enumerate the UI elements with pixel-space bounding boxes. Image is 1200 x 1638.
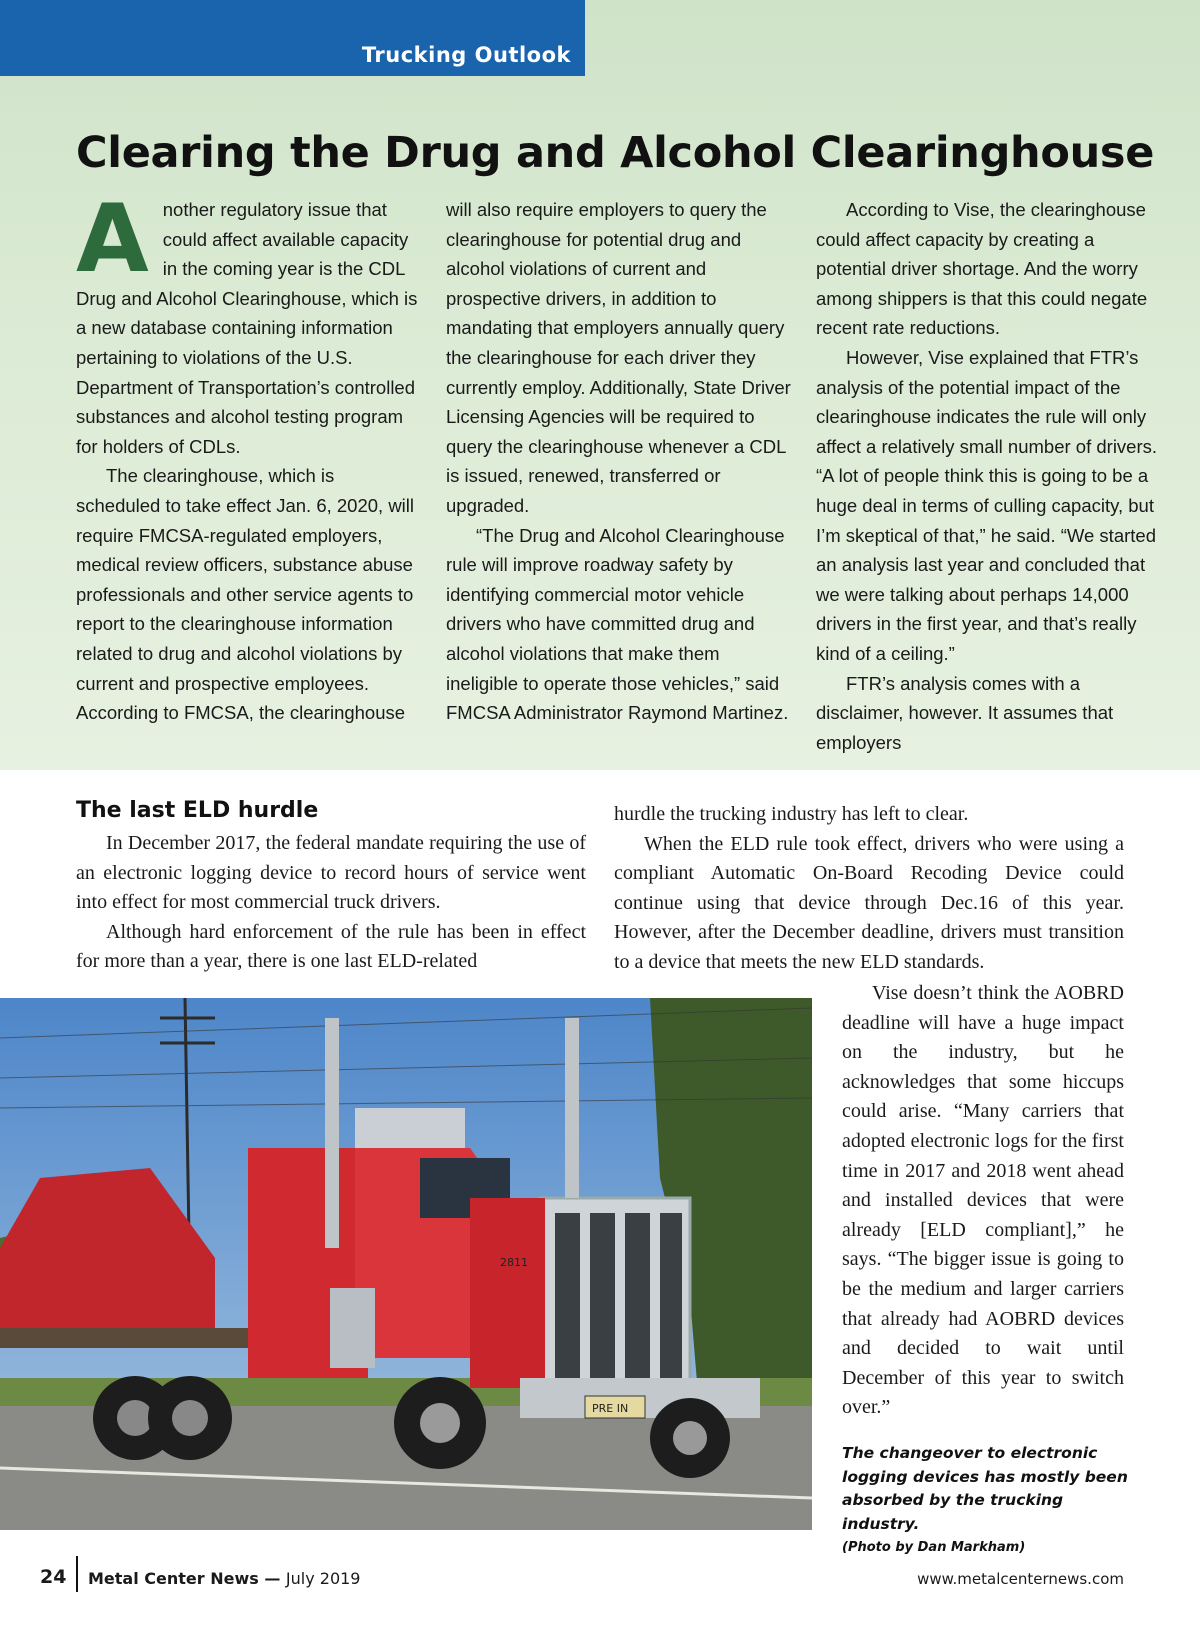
paragraph: However, Vise explained that FTR’s analysis of the potential impact of the clearinghouse indicates the rule will only affect a relatively small number of drivers. “A lot of people think this is going to be a huge deal in terms of culling capacity, but I’m skeptical of that,” he said. “We started an analysis last year and concluded that we were talking about perhaps 14,000 drivers in the first year, and that’s really kind of a ceiling.” <box>816 346 1158 664</box>
paragraph: In December 2017, the federal mandate requiring the use of an electronic logging device to record hours of service went into effect for most commercial truck drivers. <box>76 832 586 914</box>
eld-column-narrow <box>842 979 1124 1423</box>
paragraph: Another regulatory issue that could affect available capacity in the coming year is the CDL Drug and Alcohol Clearinghouse, which is a new database containing information pertaining to violations of the U.S. Department of Transportation’s controlled substances and alcohol testing program for holders of CDLs. <box>76 185 418 457</box>
truck-number: 2811 <box>500 1256 528 1269</box>
paragraph: According to Vise, the clearinghouse could affect capacity by creating a potential driver shortage. And the worry among shippers is that this could negate recent rate reductions. <box>816 199 1148 339</box>
article-column-1 <box>76 185 422 728</box>
photo-credit: (Photo by Dan Markham) <box>842 1540 1026 1555</box>
publication-separator: — <box>258 1569 286 1588</box>
exhaust-stack-left <box>325 1018 339 1248</box>
article-column-3 <box>816 195 1168 757</box>
paragraph: Vise doesn’t think the AOBRD deadline will have a huge impact on the industry, but he acknowledges that some hiccups could arise. “Many carriers that adopted electronic logs for the first time in 2017 and 2018 went ahead and installed devices that were already [ELD compliant],” he says. “The bigger issue is going to be the medium and larger carriers that already had AOBRD devices and decided to wait until December of this year to switch over.” <box>842 982 1124 1419</box>
paragraph: “The Drug and Alcohol Clearinghouse rule will improve roadway safety by identifying commercial motor vehicle drivers who have committed drug and alcohol violations that make them ineligible to operate those vehicles,” said FMCSA Administrator Raymond Martinez. <box>446 524 789 724</box>
footer-publication <box>88 1569 360 1588</box>
eld-column-right <box>614 800 1124 978</box>
paragraph: Although hard enforcement of the rule has been in effect for more than a year, there is one last ELD-related <box>76 920 586 973</box>
truck-illustration <box>0 998 812 1530</box>
photo-caption <box>842 1442 1142 1560</box>
publication-name: Metal Center News <box>88 1569 259 1588</box>
eld-column-left <box>76 829 586 977</box>
article-column-2 <box>446 195 792 728</box>
article-headline: Clearing the Drug and Alcohol Clearinghouse <box>76 128 1155 178</box>
paragraph: When the ELD rule took effect, drivers who were using a compliant Automatic On-Board Recoding Device could continue using that device through Dec.16 of this year. However, after the December deadline, drivers must transition to a device that meets the new ELD standards. <box>614 832 1124 973</box>
trailer-deck <box>0 1328 260 1348</box>
exhaust-stack-right <box>565 1018 579 1198</box>
license-plate-text: PRE IN <box>592 1402 629 1415</box>
hood <box>470 1198 545 1388</box>
drop-cap: A <box>76 185 149 294</box>
fuel-tank <box>330 1288 375 1368</box>
footer-url[interactable]: www.metalcenternews.com <box>917 1570 1124 1588</box>
section-tab-label: Trucking Outlook <box>361 43 571 67</box>
paragraph: FTR’s analysis comes with a disclaimer, however. It assumes that employers <box>816 672 1114 753</box>
visor <box>355 1108 465 1148</box>
paragraph: hurdle the trucking industry has left to clear. <box>614 803 969 825</box>
truck-photo <box>0 998 812 1530</box>
paragraph: will also require employers to query the clearinghouse for potential drug and alcohol violations of current and prospective drivers, in addition to mandating that employers annually query the clearinghouse for each driver they currently employ. Additionally, State Driver Licensing Agencies will be required to query the clearinghouse whenever a CDL is issued, renewed, transferred or upgraded. <box>446 199 791 516</box>
section-tab <box>0 0 585 76</box>
eld-subhead: The last ELD hurdle <box>76 798 319 823</box>
caption-text: The changeover to electronic logging devices has mostly been absorbed by the trucking industry. <box>842 1444 1128 1533</box>
page-number: 24 <box>40 1566 67 1588</box>
issue-date: July 2019 <box>285 1569 361 1588</box>
paragraph: The clearinghouse, which is scheduled to take effect Jan. 6, 2020, will require FMCSA-regulated employers, medical review officers, substance abuse professionals and other service agents to report to the clearinghouse information related to drug and alcohol violations by current and prospective employees. According to FMCSA, the clearinghouse <box>76 465 415 724</box>
footer-divider <box>76 1556 78 1592</box>
